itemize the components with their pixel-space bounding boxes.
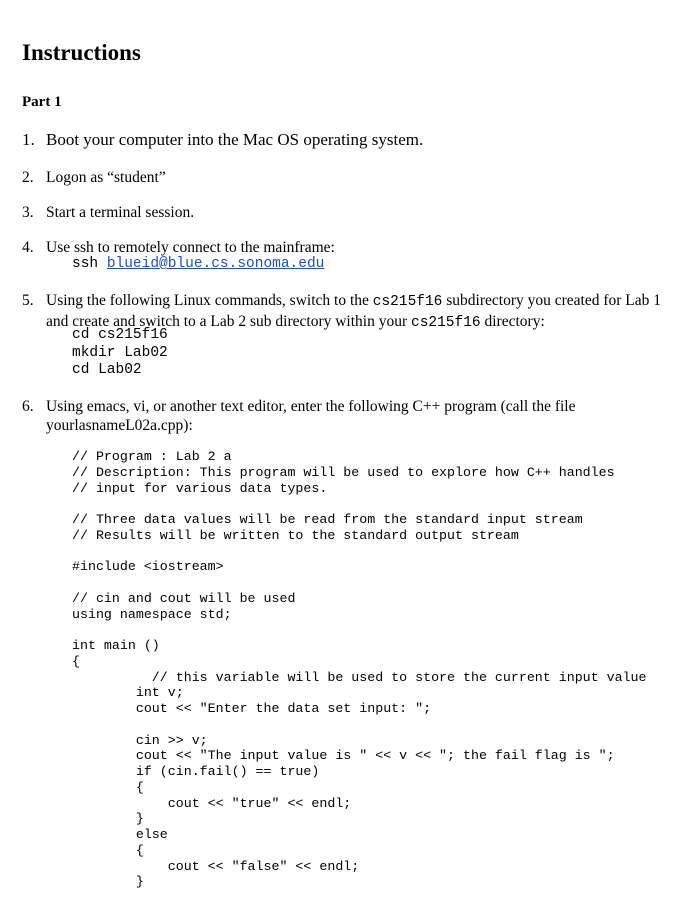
step-number: 2. xyxy=(22,169,34,186)
step-4 xyxy=(22,238,682,257)
step-number: 6. xyxy=(22,398,34,415)
step-number: 5. xyxy=(22,292,34,309)
step-number: 4. xyxy=(22,239,34,256)
step-text: Logon as “student” xyxy=(46,169,166,186)
step-text: Use ssh to remotely connect to the mainframe: xyxy=(46,239,335,256)
part-heading: Part 1 xyxy=(22,94,62,110)
step-text-part: subdirectory you created for Lab 1 and create and switch to a Lab 2 sub directory within your xyxy=(46,292,662,330)
step-text: Using emacs, vi, or another text editor, enter the following C++ program (call the file yourlasnameL02a.cpp): xyxy=(46,398,576,434)
step-1 xyxy=(22,129,682,151)
linux-commands xyxy=(72,327,168,380)
code-listing: // Program : Lab 2 a // Description: This program will be used to explore how C++ handles // input for various data types. // Three data values will be read from the standard input stream // Results will be written to the standard output stream #include <iostream> // cin and cout will be used using namespace std; int main () { // this variable will be used to store the current input value int v; cout << "Enter the data set input: "; cin >> v; cout << "The input value is " << v << "; the fail flag is "; if (cin.fail() == true) { cout << "true" << endl; } else { cout << "false" << endl; } xyxy=(72,449,647,890)
step-3 xyxy=(22,203,682,222)
command-line: mkdir Lab02 xyxy=(72,344,168,361)
command-line: cd Lab02 xyxy=(72,362,142,378)
step-2 xyxy=(22,168,682,187)
page-title: Instructions xyxy=(22,40,141,65)
directory-name: cs215f16 xyxy=(372,294,443,310)
step-number: 1. xyxy=(22,130,35,149)
step-text-part: directory: xyxy=(480,313,545,330)
step-number: 3. xyxy=(22,204,34,221)
directory-name: cs215f16 xyxy=(411,315,481,331)
ssh-address-link[interactable]: blueid@blue.cs.sonoma.edu xyxy=(106,256,325,272)
step-text: Start a terminal session. xyxy=(46,204,195,221)
step-6 xyxy=(22,397,682,435)
step-text: Boot your computer into the Mac OS operating system. xyxy=(46,130,424,149)
ssh-command xyxy=(72,256,324,274)
command-line: cd cs215f16 xyxy=(72,327,168,343)
ssh-command-prefix: ssh xyxy=(72,256,107,272)
step-text-part: Using the following Linux commands, switch to the xyxy=(46,292,373,309)
